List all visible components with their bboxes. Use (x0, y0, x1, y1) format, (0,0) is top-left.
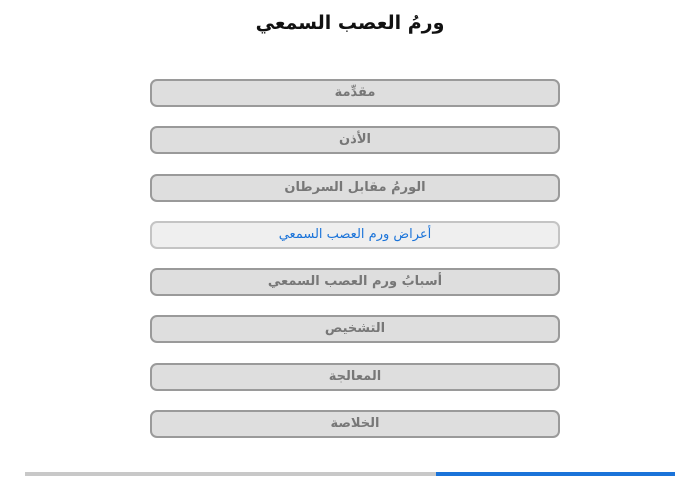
page-title: ورمُ العصب السمعي (255, 12, 445, 34)
topic-menu (150, 79, 560, 457)
progress-bar-fill (436, 472, 675, 476)
menu-item-tumor-vs-cancer[interactable]: الورمُ مقابل السرطان (150, 174, 560, 202)
menu-item-introduction[interactable]: مقدِّمة (150, 79, 560, 107)
menu-item-diagnosis[interactable]: التشخيص (150, 315, 560, 343)
menu-item-summary[interactable]: الخلاصة (150, 410, 560, 438)
menu-item-treatment[interactable]: المعالجة (150, 363, 560, 391)
progress-bar (25, 472, 675, 476)
menu-item-causes[interactable]: أسبابُ ورم العصب السمعي (150, 268, 560, 296)
menu-item-symptoms[interactable]: أعراض ورم العصب السمعي (150, 221, 560, 249)
menu-item-ear[interactable]: الأذن (150, 126, 560, 154)
